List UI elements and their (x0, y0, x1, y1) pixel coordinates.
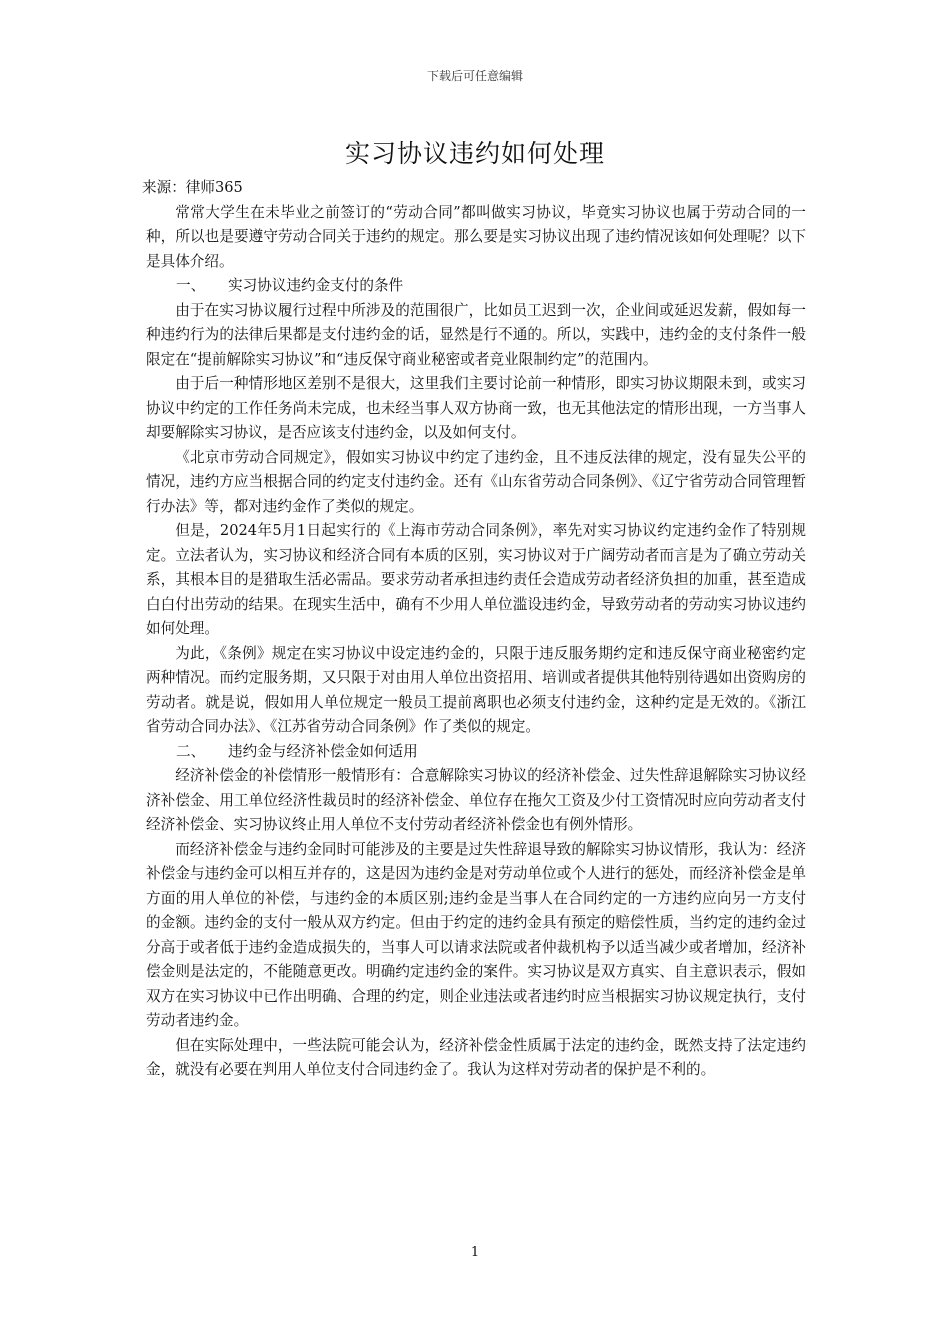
section-heading-1 (146, 274, 806, 299)
paragraph: 《北京市劳动合同规定》，假如实习协议中约定了违约金，且不违反法律的规定，没有显失公平的情况，违约方应当根据合同的约定支付违约金。还有《山东省劳动合同条例》、《辽宁省劳动合同管理暂行办法》等，都对违约金作了类似的规定。 (146, 448, 806, 515)
section-number: 二、 (176, 742, 206, 760)
page-header: 下载后可任意编辑 (426, 69, 523, 83)
page-number: 1 (470, 1245, 480, 1260)
document-title: 实习协议违约如何处理 (344, 139, 605, 168)
paragraph: 但在实际处理中，一些法院可能会认为，经济补偿金性质属于法定的违约金，既然支持了法定违约金，就没有必要在判用人单位支付合同违约金了。我认为这样对劳动者的保护是不利的。 (146, 1036, 806, 1078)
paragraph: 由于后一种情形地区差别不是很大，这里我们主要讨论前一种情形，即实习协议期限未到，或实习协议中约定的工作任务尚未完成，也未经当事人双方协商一致，也无其他法定的情形出现，一方当事人却要解除实习协议，是否应该支付违约金，以及如何支付。 (146, 375, 806, 441)
section-number: 一、 (176, 277, 206, 294)
paragraph: 由于在实习协议履行过程中所涉及的范围很广，比如员工迟到一次，企业间或延迟发薪，假如每一种违约行为的法律后果都是支付违约金的话，显然是行不通的。所以，实践中，违约金的支付条件一般限定在“提前解除实习协议”和“违反保守商业秘密或者竞业限制约定”的范围内。 (146, 301, 806, 368)
section-title: 违约金与经济补偿金如何适用 (228, 742, 418, 760)
source-line: 来源：律师365 (142, 179, 243, 196)
paragraph: 经济补偿金的补偿情形一般情形有：合意解除实习协议的经济补偿金、过失性辞退解除实习协议经济补偿金、用工单位经济性裁员时的经济补偿金、单位存在拖欠工资及少付工资情况时应向劳动者支付经济补偿金、实习协议终止用人单位不支付劳动者经济补偿金也有例外情形。 (146, 767, 806, 833)
paragraph: 而经济补偿金与违约金同时可能涉及的主要是过失性辞退导致的解除实习协议情形，我认为：经济补偿金与违约金可以相互并存的，这是因为违约金是对劳动单位或个人进行的惩处，而经济补偿金是单方面的用人单位的补偿，与违约金的本质区别;违约金是当事人在合同约定的一方违约应向另一方支付的金额。违约金的支付一般从双方约定。但由于约定的违约金具有预定的赔偿性质，当约定的违约金过分高于或者低于违约金造成损失的，当事人可以请求法院或者仲裁机构予以适当减少或者增加，经济补偿金则是法定的，不能随意更改。明确约定违约金的案件。实习协议是双方真实、自主意识表示，假如双方在实习协议中已作出明确、合理的约定，则企业违法或者违约时应当根据实习协议规定执行，支付劳动者违约金。 (146, 840, 806, 1029)
paragraph: 为此，《条例》规定在实习协议中设定违约金的，只限于违反服务期约定和违反保守商业秘密约定两种情况。而约定服务期，又只限于对由用人单位出资招用、培训或者提供其他特别待遇如出资购房的劳动者。就是说，假如用人单位规定一般员工提前离职也必须支付违约金，这种约定是无效的。《浙江省劳动合同办法》、《江苏省劳动合同条例》作了类似的规定。 (146, 644, 806, 735)
section-title: 实习协议违约金支付的条件 (228, 277, 404, 294)
document-body (142, 176, 806, 1083)
paragraph-intro: 常常大学生在未毕业之前签订的“劳动合同”都叫做实习协议，毕竟实习协议也属于劳动合同的一种，所以也是要遵守劳动合同关于违约的规定。那么要是实习协议出现了违约情况该如何处理呢？以下是具体介绍。 (146, 203, 806, 270)
paragraph: 但是，2024年5月1日起实行的《上海市劳动合同条例》，率先对实习协议约定违约金作了特别规定。立法者认为，实习协议和经济合同有本质的区别，实习协议对于广阔劳动者而言是为了确立劳动关系，其根本目的是猎取生活必需品。要求劳动者承担违约责任会造成劳动者经济负担的加重，甚至造成白白付出劳动的结果。在现实生活中，确有不少用人单位滥设违约金，导致劳动者的劳动实习协议违约如何处理。 (146, 522, 806, 637)
section-heading-2 (146, 740, 806, 765)
